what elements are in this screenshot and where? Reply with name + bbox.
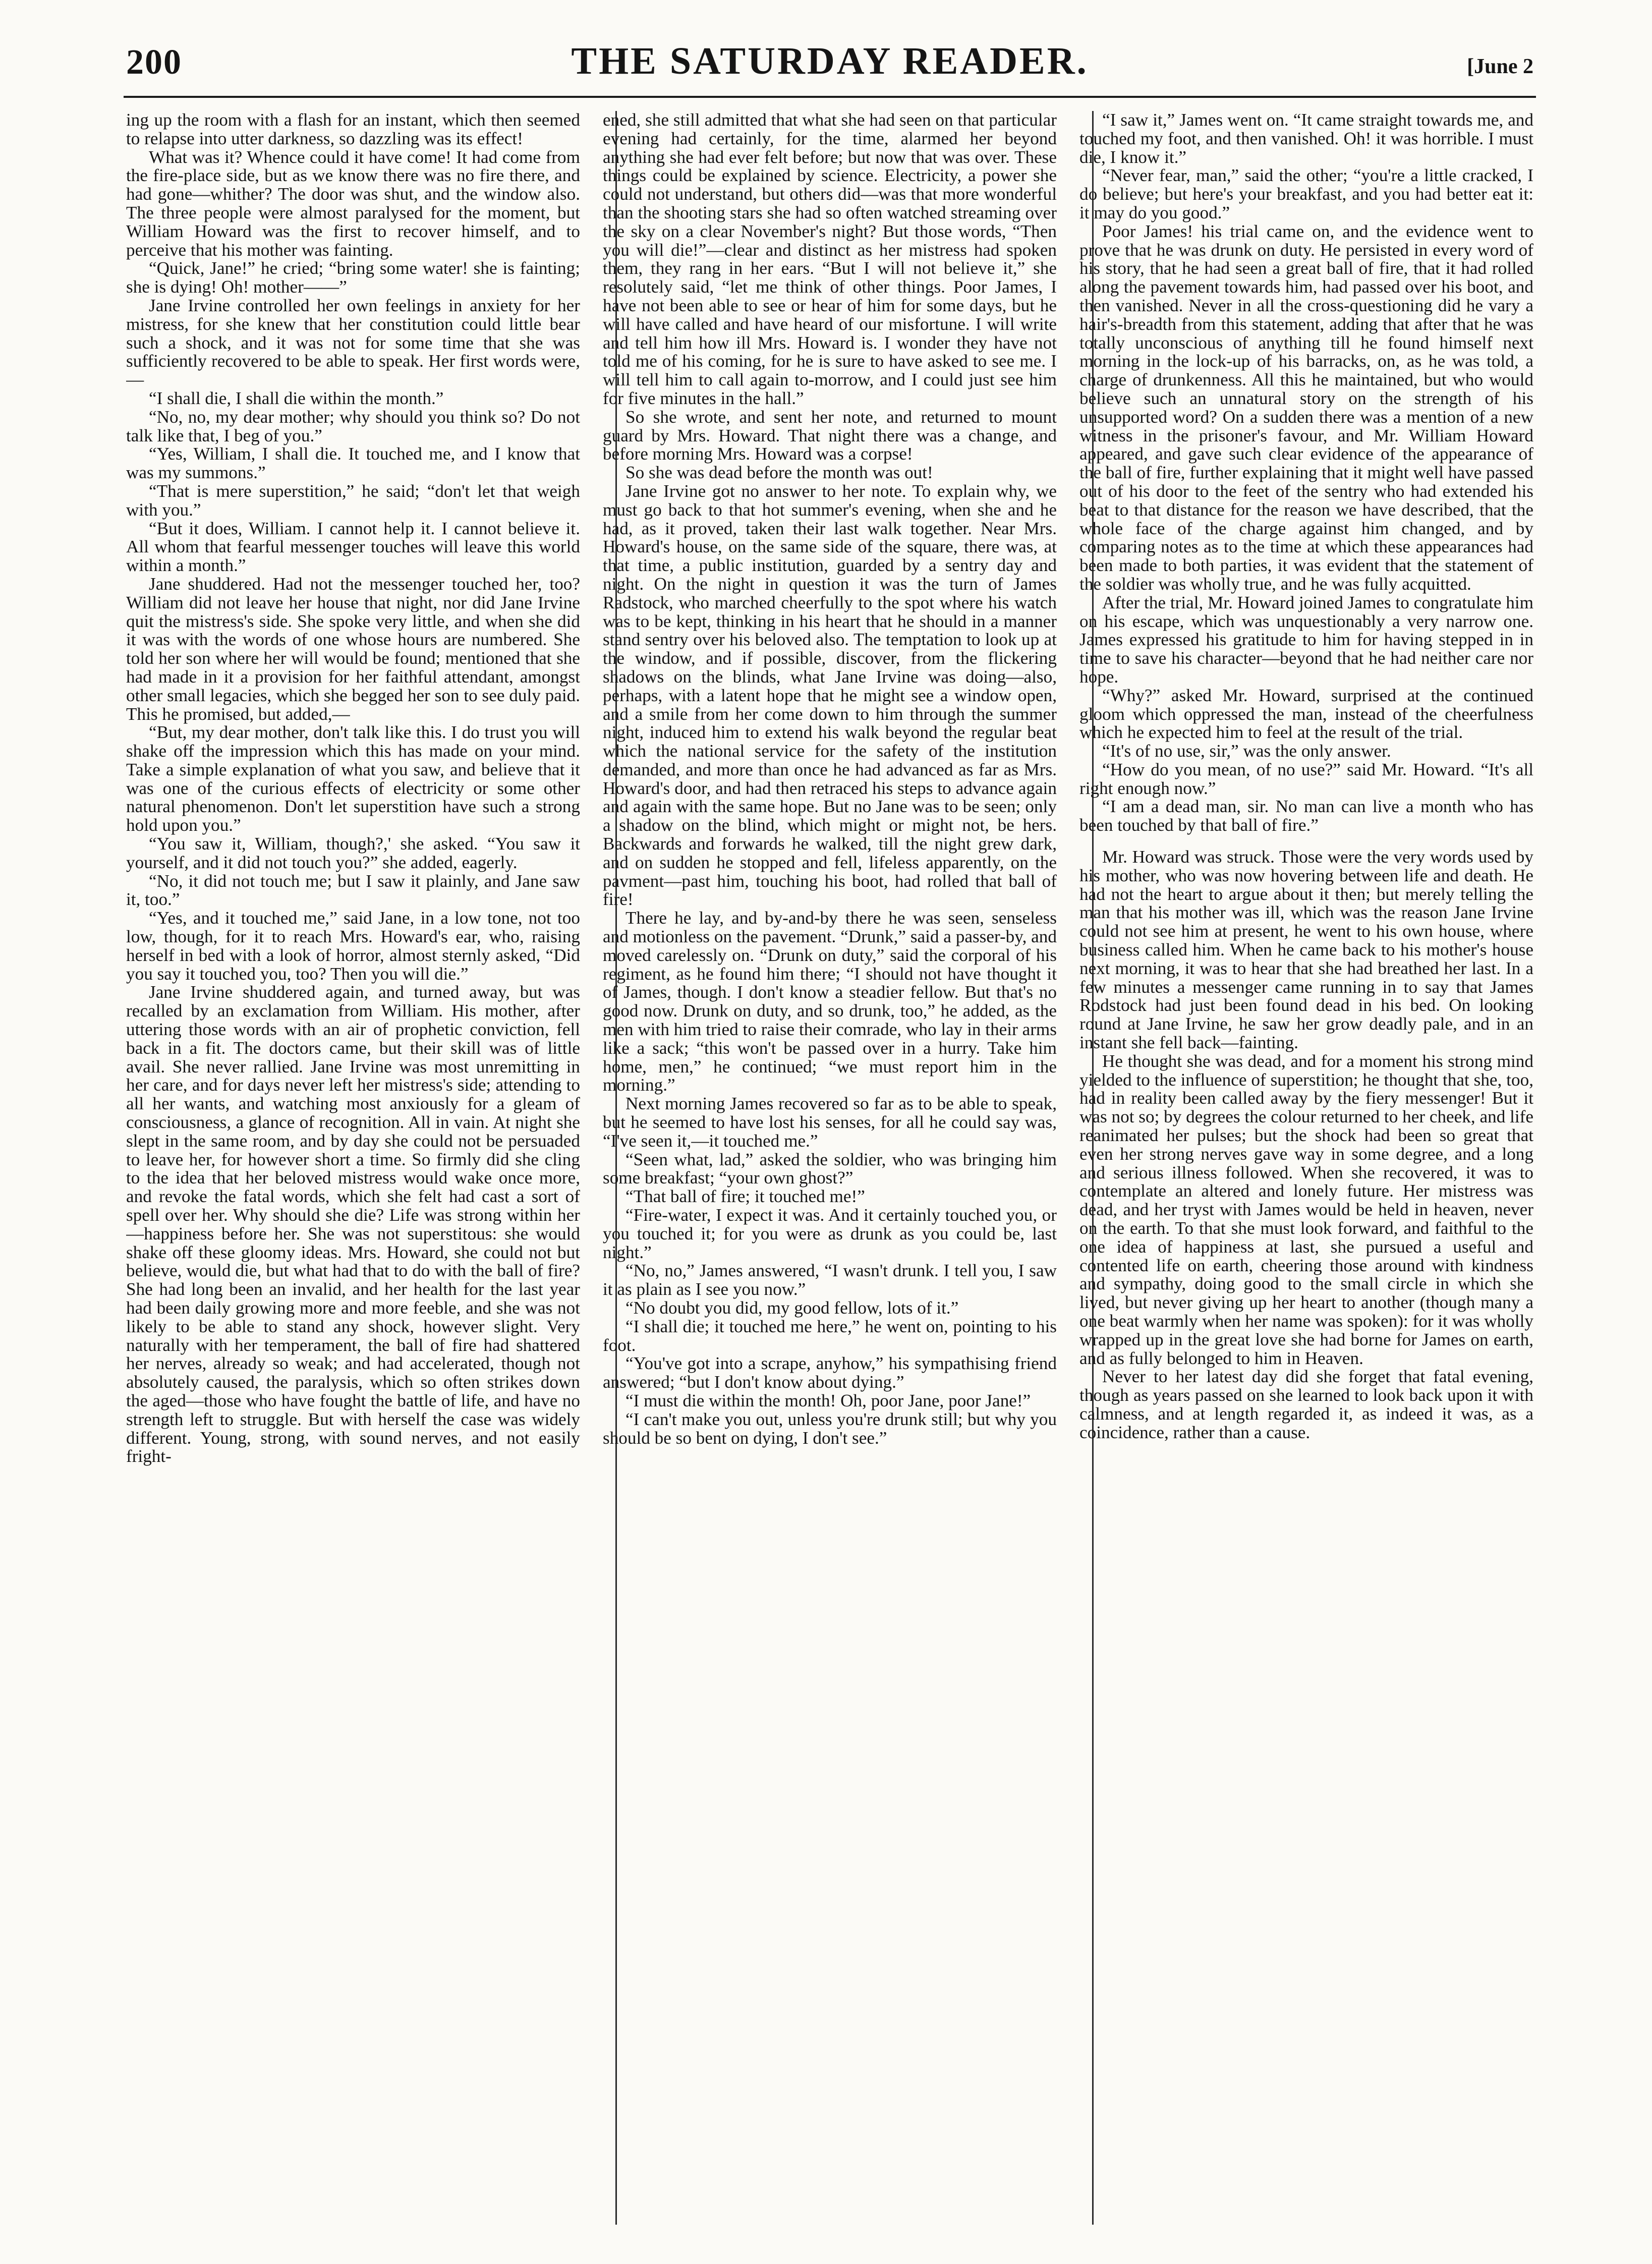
paragraph: Jane Irvine controlled her own feelings in anxiety for her mistress, for she knew that her constitution could little bear such a shock, and it was not for some time that she was sufficiently recovered to be able to speak. Her first words were,— [126, 295, 580, 390]
paragraph: “I can't make you out, unless you're drunk still; but why you should be so bent on dying, I don't see.” [603, 1409, 1057, 1448]
paragraph: “I shall die; it touched me here,” he went on, pointing to his foot. [603, 1316, 1057, 1355]
paragraph: Jane Irvine got no answer to her note. To explain why, we must go back to that hot summer's evening, when she and he had, as it proved, taken their last walk together. Near Mrs. Howard's house, on the same side of the square, there was, at that time, a public institution, guarded by a sentry day and night. On the night in question it was the turn of James Radstock, who marched cheerfully to the spot where his watch was to be kept, thinking in his heart that he should in a manner stand sentry over his beloved also. The temptation to look up at the window, and if possible, discover, from the flickering shadows on the blinds, what Jane Irvine was doing—also, perhaps, with a latent hope that he might see a window open, and a smile from her come down to him through the summer night, induced him to extend his walk beyond the regular beat which the national service for the safety of the institution demanded, and more than once he had advanced as far as Mrs. Howard's door, and had then retraced his steps to advance again and again with the same hope. But no Jane was to be seen; only a shadow on the blind, which might or might not, be hers. Backwards and forwards he walked, till the night grew dark, and on sudden he stopped and fell, lifeless apparently, on the pavment—past him, touching his boot, had rolled that ball of fire! [603, 481, 1057, 910]
paragraph: ened, she still admitted that what she had seen on that particular evening had certainly, for the time, alarmed her beyond anything she had ever felt before; but now that was over. These things could be explained by science. Electricity, a power she could not understand, but others did—was that more wonderful than the shooting stars she had so often watched streaming over the sky on a clear November's night? But those words, “Then you will die!”—clear and distinct as her mistress had spoken them, they rang in her ears. “But I will not believe it,” she resolutely said, “let me think of other things. Poor James, I have not been able to see or hear of him for some days, but he will have called and have heard of our misfortune. I will write and tell him how ill Mrs. Howard is. I wonder they have not told me of his coming, for he is sure to have asked to see me. I will tell him to call again to-morrow, and I could just see him for five minutes in the hall.” [603, 111, 1057, 408]
paragraph: There he lay, and by-and-by there he was seen, senseless and motionless on the pavement. “Drunk,” said a passer-by, and moved carelessly on. “Drunk on duty,” said the corporal of his regiment, as he found him there; “I should not have thought it of James, though. I don't know a steadier fellow. But that's no good now. Drunk on duty, and so drunk, too,” he added, as the men with him tried to raise their comrade, who lay in their arms like a sack; “this won't be passed over in a hurry. Take him home, men,” he continued; “we must report him in the morning.” [603, 908, 1057, 1095]
paragraph: “But, my dear mother, don't talk like this. I do trust you will shake off the impression which this has made on your mind. Take a simple explanation of what you saw, and believe that it was one of the curious effects of electricity or some other natural phenomenon. Don't let superstition have such a strong hold upon you.” [126, 722, 580, 835]
paragraph: “You've got into a scrape, anyhow,” his sympathising friend answered; “but I don't know about dying.” [603, 1353, 1057, 1392]
paragraph: “How do you mean, of no use?” said Mr. Howard. “It's all right enough now.” [1079, 759, 1533, 798]
paragraph: “No doubt you did, my good fellow, lots of it.” [625, 1298, 959, 1318]
paragraph: Jane Irvine shuddered again, and turned away, but was recalled by an exclamation from William. His mother, after uttering those words with an air of prophetic conviction, fell back in a fit. The doctors came, but their skill was of little avail. She never rallied. Jane Irvine was most unremitting in her care, and for days never left her mistress's side; attending to all her wants, and watching most anxiously for a gleam of consciousness, a glance of recognition. All in vain. At night she slept in the same room, and by day she could not be persuaded to leave her, for however short a time. So firmly did she cling to the idea that her beloved mistress would wake once more, and revoke the fatal words, which she felt had cast a sort of spell over her. Why should she die? Life was strong within her—happiness before her. She was not superstitous: she would shake off these gloomy ideas. Mrs. Howard, she could not but believe, would die, but what had that to do with the ball of fire? She had long been an invalid, and her health for the last year had been daily growing more and more feeble, and she was not likely to be able to stand any shock, however slight. Very naturally with her temperament, the ball of fire had shattered her nerves, already so weak; and had accelerated, though not absolutely caused, the paralysis, which so often strikes down the aged—those who have fought the battle of life, and have no strength left to struggle. But with herself the case was widely different. Young, strong, with sound nerves, and not easily fright- [126, 982, 580, 1466]
paragraph: So she was dead before the month was out! [625, 463, 933, 483]
paragraph: Mr. Howard was struck. Those were the very words used by his mother, who was now hovering between life and death. He had not the heart to argue about it then; but merely telling the man that his mother was ill, which was the reason Jane Irvine could not see him at present, he went to his own house, where business called him. When he came back to his mother's house next morning, it was to hear that she had breathed her last. In a few minutes a messenger came running in to say that James Rodstock had just been found dead in his bed. On looking round at Jane Irvine, he saw her grow deadly pale, and in an instant she fell back—fainting. [1079, 847, 1533, 1053]
paragraph: Poor James! his trial came on, and the evidence went to prove that he was drunk on duty. He persisted in every word of his story, that he had seen a great ball of fire, that it had rolled along the pavement towards him, had passed over his boot, and then vanished. Never in all the cross-questioning did he vary a hair's-breadth from this statement, adding that after that he was totally unconscious of anything till he found himself next morning in the lock-up of his barracks, on, as he was told, a charge of drunkenness. All this he maintained, but who would believe such an unnatural story on the strength of his unsupported word? On a sudden there was a mention of a new witness in the prisoner's favour, and Mr. William Howard appeared, and gave such clear evidence of the appearance of the ball of fire, further explaining that it might well have passed out of his door to the feet of the sentry who had extended his beat to that distance for the reason we have described, that the whole face of the charge against him changed, and by comparing notes as to the time at which these appearances had been made to both parties, it was evident that the statement of the soldier was wholly true, and he was fully acquitted. [1079, 221, 1533, 594]
masthead-title: THE SATURDAY READER. [571, 40, 1089, 82]
page-header [126, 39, 1533, 95]
paragraph: “Never fear, man,” said the other; “you're a little cracked, I do believe; but here's your breakfast, and you had better eat it: it may do you good.” [1079, 165, 1533, 222]
paragraph: “Fire-water, I expect it was. And it certainly touched you, or you touched it; for you were as drunk as you could be, last night.” [603, 1205, 1057, 1262]
paragraph: He thought she was dead, and for a moment his strong mind yielded to the influence of superstition; he thought that she, too, had in reality been called away by the fiery messenger! But it was not so; by degrees the colour returned to her cheek, and life reanimated her pulses; but the shock had been so great that even her strong nerves gave way in some degree, and a long and serious illness followed. When she recovered, it was to contemplate an altered and lonely future. Her mistress was dead, and her tryst with James would be held in heaven, never on the earth. To that she must look forward, and faithful to the one idea of happiness at last, she pursued a useful and contented life on earth, cheering those around with kindness and sympathy, doing good to the small circle in which she lived, but never giving up her heart to another (though many a one beat warmly when her name was spoken): for it was wholly wrapped up in the great love she had borne for James on earth, and as fully belonged to him in Heaven. [1079, 1051, 1533, 1368]
issue-date: [June 2 [1467, 55, 1533, 78]
paragraph: “That is mere superstition,” he said; “don't let that weigh with you.” [126, 481, 580, 520]
paragraph: So she wrote, and sent her note, and returned to mount guard by Mrs. Howard. That night there was a change, and before morning Mrs. Howard was a corpse! [603, 407, 1057, 464]
paragraph: “I shall die, I shall die within the month.” [149, 388, 444, 408]
header-rule [124, 96, 1536, 98]
paragraph: Jane shuddered. Had not the messenger touched her, too? William did not leave her house that night, nor did Jane Irvine quit the mistress's side. She spoke very little, and when she did it was with the words of one whose hours are numbered. She told her son where her will would be found; mentioned that she had made in it a provision for her faithful attendant, amongst other small legacies, which she begged her son to see duly paid. This he promised, but added,— [126, 574, 580, 724]
paragraph: Never to her latest day did she forget that fatal evening, though as years passed on she learned to look back upon it with calmness, and at length regarded it, as indeed it was, as a coincidence, rather than a cause. [1079, 1367, 1533, 1442]
paragraph: “I am a dead man, sir. No man can live a month who has been touched by that ball of fire.” [1079, 797, 1533, 835]
column-3 [1079, 111, 1533, 2225]
paragraph: “I must die within the month! Oh, poor Jane, poor Jane!” [625, 1390, 1031, 1410]
paragraph: “Seen what, lad,” asked the soldier, who was bringing him some breakfast; “your own ghost?” [603, 1149, 1057, 1188]
paragraph: Next morning James recovered so far as to be able to speak, but he seemed to have lost his senses, for all he could say was, “I've seen it,—it touched me.” [603, 1094, 1057, 1151]
paragraph: After the trial, Mr. Howard joined James to congratulate him on his escape, which was unquestionably a very narrow one. James expressed his gratitude to him for having stepped in in time to save his character—beyond that he had neither care nor hope. [1079, 592, 1533, 687]
article-body [126, 111, 1533, 2225]
paragraph: “That ball of fire; it touched me!” [625, 1186, 865, 1207]
paragraph: “Why?” asked Mr. Howard, surprised at the continued gloom which oppressed the man, instead of the cheerfulness which he expected him to feel at the result of the trial. [1079, 685, 1533, 743]
paragraph: What was it? Whence could it have come! It had come from the fire-place side, but as we know there was no fire there, and had gone—whither? The door was shut, and the window also. The three people were almost paralysed for the moment, but William Howard was the first to recover himself, and to perceive that his mother was fainting. [126, 147, 580, 260]
column-1 [126, 111, 580, 2225]
paragraph: “You saw it, William, though?,' she asked. “You saw it yourself, and it did not touch you?” she added, eagerly. [126, 834, 580, 872]
page-number: 200 [126, 43, 182, 82]
paragraph: “I saw it,” James went on. “It came straight towards me, and touched my foot, and then vanished. Oh! it was horrible. I must die, I know it.” [1079, 111, 1533, 167]
paragraph: “Yes, William, I shall die. It touched me, and I know that was my summons.” [126, 444, 580, 483]
paragraph: “But it does, William. I cannot help it. I cannot believe it. All whom that fearful messenger touches will leave this world within a month.” [126, 518, 580, 576]
paragraph: “No, no,” James answered, “I wasn't drunk. I tell you, I saw it as plain as I see you now.” [603, 1261, 1057, 1299]
paragraph: “No, no, my dear mother; why should you think so? Do not talk like that, I beg of you.” [126, 407, 580, 445]
column-2 [603, 111, 1057, 2225]
paragraph: ing up the room with a flash for an instant, which then seemed to relapse into utter darkness, so dazzling was its effect! [126, 111, 580, 148]
paragraph: “Quick, Jane!” he cried; “bring some water! she is fainting; she is dying! Oh! mother——” [126, 258, 580, 297]
paragraph: “Yes, and it touched me,” said Jane, in a low tone, not too low, though, for it to reach Mrs. Howard's ear, who, raising herself in bed with a look of horror, almost sternly asked, “Did you say it touched you, too? Then you will die.” [126, 908, 580, 984]
paragraph: “No, it did not touch me; but I saw it plainly, and Jane saw it, too.” [126, 871, 580, 910]
paragraph: “It's of no use, sir,” was the only answer. [1102, 741, 1391, 761]
